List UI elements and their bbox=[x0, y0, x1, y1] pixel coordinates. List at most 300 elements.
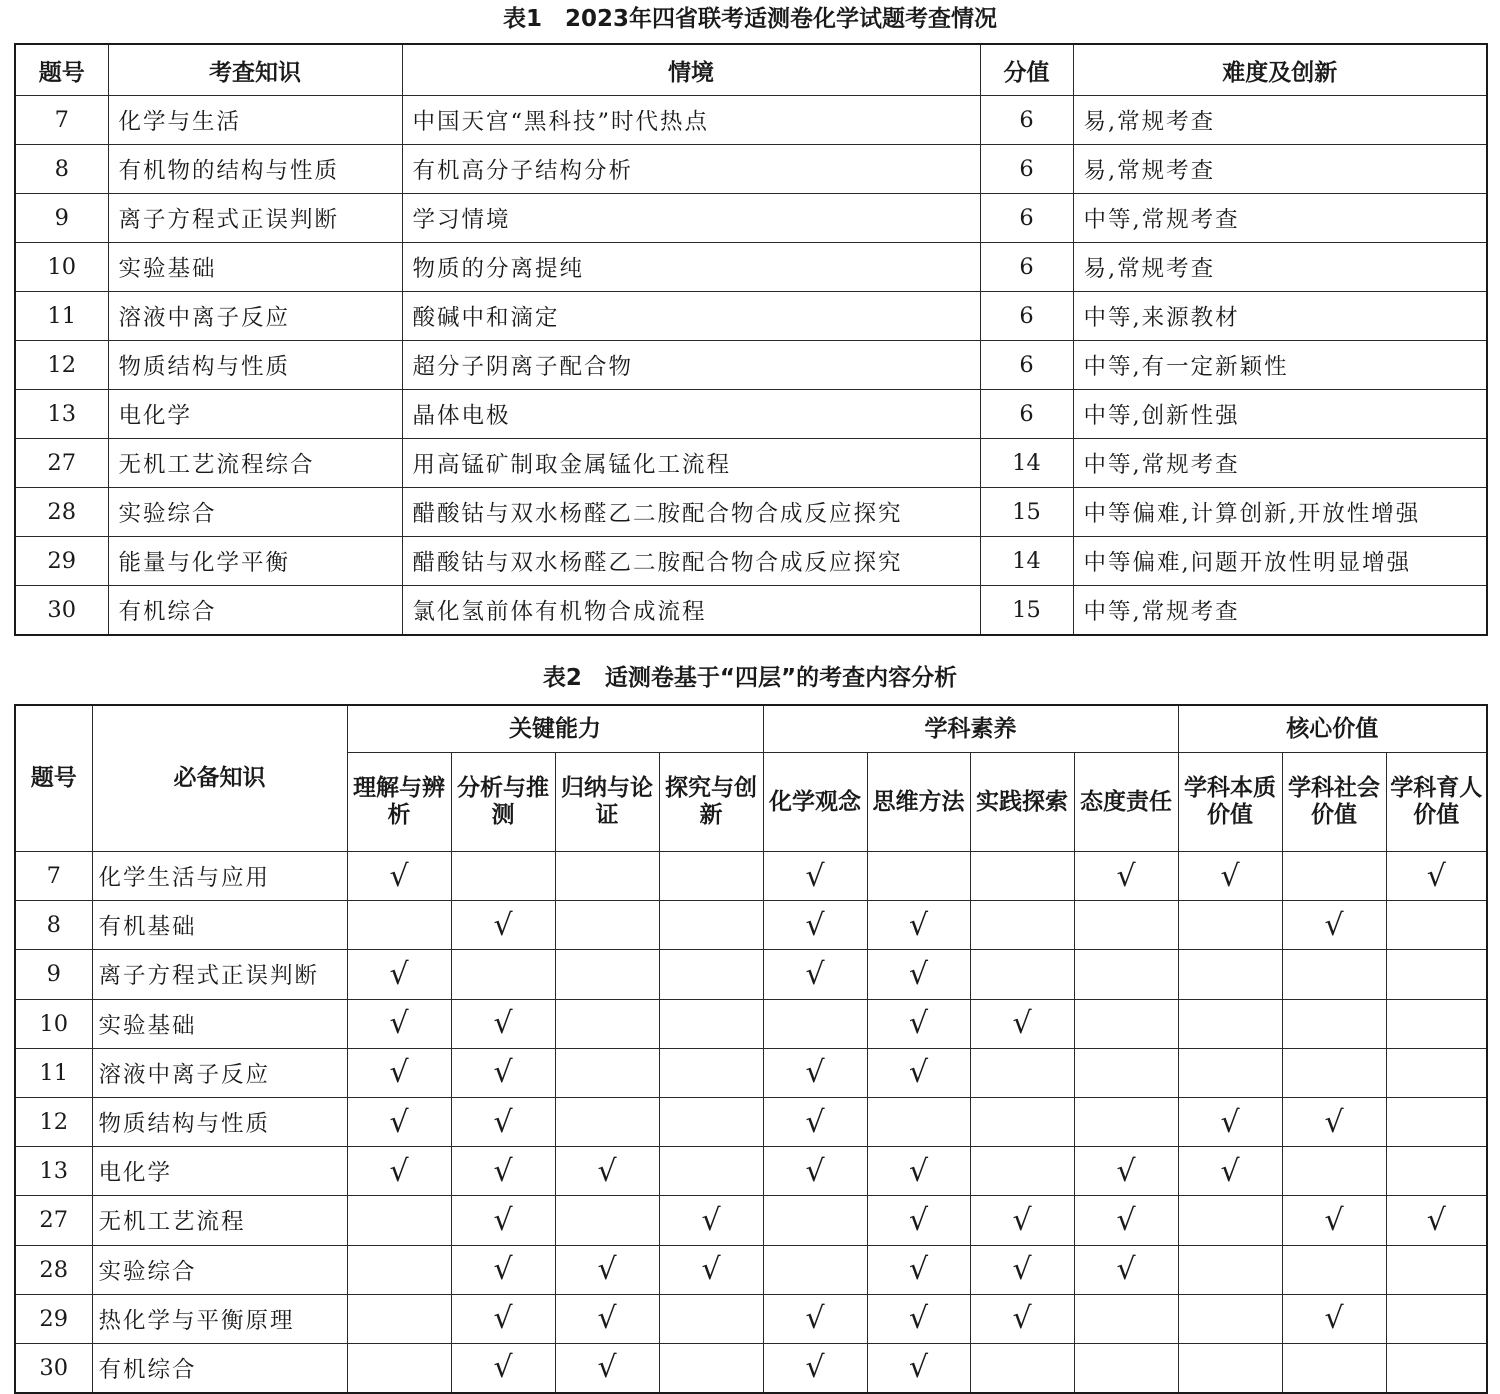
table2-check-cell bbox=[763, 1343, 867, 1393]
table2-subheader: 分析与推测 bbox=[451, 753, 555, 852]
table2-cell-num: 8 bbox=[15, 901, 92, 950]
check-mark-icon: √ bbox=[597, 1153, 617, 1189]
table1-cell-difficulty: 中等,常规考查 bbox=[1073, 586, 1487, 636]
table1-cell-knowledge: 有机综合 bbox=[108, 586, 402, 636]
table2-check-cell bbox=[451, 1294, 555, 1343]
table2-check-cell bbox=[970, 901, 1074, 950]
table2-subheader: 思维方法 bbox=[867, 753, 970, 852]
table1-header-context: 情境 bbox=[402, 44, 980, 96]
table2-check-cell bbox=[347, 950, 451, 999]
table2-check-cell bbox=[1178, 1245, 1282, 1294]
check-mark-icon: √ bbox=[1116, 1153, 1136, 1189]
check-mark-icon: √ bbox=[1220, 858, 1240, 894]
check-mark-icon: √ bbox=[389, 1104, 409, 1140]
table2-check-cell bbox=[1282, 1048, 1386, 1097]
check-mark-icon: √ bbox=[1426, 858, 1446, 894]
table1-cell-num: 10 bbox=[15, 243, 108, 292]
table1-cell-num: 11 bbox=[15, 292, 108, 341]
check-mark-icon: √ bbox=[493, 1006, 513, 1042]
table2-check-cell bbox=[1178, 1048, 1282, 1097]
table1-row bbox=[15, 488, 1487, 537]
check-mark-icon: √ bbox=[701, 1202, 721, 1238]
table2-group-key-ability: 关键能力 bbox=[347, 705, 763, 753]
table1-cell-difficulty: 中等,来源教材 bbox=[1073, 292, 1487, 341]
table2-row bbox=[15, 901, 1487, 950]
table2-check-cell bbox=[867, 950, 970, 999]
table1-cell-context: 酸碱中和滴定 bbox=[402, 292, 980, 341]
table2-check-cell bbox=[867, 1245, 970, 1294]
table1-header-row bbox=[15, 44, 1487, 96]
table1-cell-knowledge: 物质结构与性质 bbox=[108, 341, 402, 390]
table2-check-cell bbox=[659, 999, 763, 1048]
table2-check-cell bbox=[451, 901, 555, 950]
table2-check-cell bbox=[867, 1294, 970, 1343]
table2-cell-num: 11 bbox=[15, 1048, 92, 1097]
table1-header-knowledge: 考查知识 bbox=[108, 44, 402, 96]
table2-check-cell bbox=[1386, 1343, 1487, 1393]
table1-row bbox=[15, 194, 1487, 243]
table1-cell-num: 27 bbox=[15, 439, 108, 488]
table1-row bbox=[15, 586, 1487, 636]
table2-check-cell bbox=[1282, 1097, 1386, 1146]
table2-check-cell bbox=[555, 1294, 659, 1343]
table1-cell-score: 6 bbox=[980, 194, 1073, 243]
table2-cell-num: 13 bbox=[15, 1147, 92, 1196]
table2-check-cell bbox=[451, 1343, 555, 1393]
table2-cell-knowledge: 溶液中离子反应 bbox=[92, 1048, 347, 1097]
table2-check-cell bbox=[555, 1343, 659, 1393]
table2-check-cell bbox=[1282, 999, 1386, 1048]
table2-check-cell bbox=[1074, 1048, 1178, 1097]
table1-cell-num: 30 bbox=[15, 586, 108, 636]
table1-cell-num: 9 bbox=[15, 194, 108, 243]
check-mark-icon: √ bbox=[805, 1055, 825, 1091]
table2-check-cell bbox=[763, 1048, 867, 1097]
table2-check-cell bbox=[347, 1097, 451, 1146]
table2-check-cell bbox=[1074, 1343, 1178, 1393]
check-mark-icon: √ bbox=[493, 1202, 513, 1238]
table2-check-cell bbox=[659, 1343, 763, 1393]
table2-check-cell bbox=[555, 852, 659, 901]
check-mark-icon: √ bbox=[805, 1350, 825, 1386]
table2-check-cell bbox=[1178, 1196, 1282, 1245]
table1-cell-score: 6 bbox=[980, 341, 1073, 390]
table1-cell-score: 15 bbox=[980, 488, 1073, 537]
table2-check-cell bbox=[1386, 1245, 1487, 1294]
table2-check-cell bbox=[763, 1196, 867, 1245]
table2-group-core-value: 核心价值 bbox=[1178, 705, 1487, 753]
table1-cell-difficulty: 易,常规考查 bbox=[1073, 96, 1487, 145]
check-mark-icon: √ bbox=[805, 1104, 825, 1140]
table1-cell-score: 14 bbox=[980, 439, 1073, 488]
table2-check-cell bbox=[659, 1196, 763, 1245]
check-mark-icon: √ bbox=[805, 1153, 825, 1189]
table2-check-cell bbox=[1386, 1294, 1487, 1343]
table2-check-cell bbox=[763, 852, 867, 901]
check-mark-icon: √ bbox=[597, 1301, 617, 1337]
table1-cell-difficulty: 易,常规考查 bbox=[1073, 243, 1487, 292]
table2-cell-knowledge: 物质结构与性质 bbox=[92, 1097, 347, 1146]
table2-check-cell bbox=[347, 852, 451, 901]
table2-check-cell bbox=[1074, 1294, 1178, 1343]
table2-subheader: 实践探索 bbox=[970, 753, 1074, 852]
check-mark-icon: √ bbox=[493, 1252, 513, 1288]
table2-check-cell bbox=[451, 999, 555, 1048]
table2-check-cell bbox=[970, 1196, 1074, 1245]
table2-check-cell bbox=[970, 1245, 1074, 1294]
table2-check-cell bbox=[1178, 950, 1282, 999]
check-mark-icon: √ bbox=[1116, 858, 1136, 894]
check-mark-icon: √ bbox=[908, 1252, 929, 1288]
check-mark-icon: √ bbox=[493, 1301, 513, 1337]
table2-check-cell bbox=[1178, 901, 1282, 950]
table2-check-cell bbox=[1074, 852, 1178, 901]
table1-cell-knowledge: 电化学 bbox=[108, 390, 402, 439]
check-mark-icon: √ bbox=[908, 907, 929, 943]
table2-check-cell bbox=[763, 950, 867, 999]
table1-cell-difficulty: 中等,有一定新颖性 bbox=[1073, 341, 1487, 390]
table2-check-cell bbox=[1074, 1097, 1178, 1146]
table2-check-cell bbox=[451, 1097, 555, 1146]
table2-check-cell bbox=[659, 1245, 763, 1294]
table1-cell-context: 晶体电极 bbox=[402, 390, 980, 439]
table2-check-cell bbox=[347, 1147, 451, 1196]
table1-cell-context: 有机高分子结构分析 bbox=[402, 145, 980, 194]
table1-cell-context: 学习情境 bbox=[402, 194, 980, 243]
table1-cell-knowledge: 溶液中离子反应 bbox=[108, 292, 402, 341]
table2-check-cell bbox=[1282, 950, 1386, 999]
table2-subheader: 化学观念 bbox=[763, 753, 867, 852]
table1-cell-difficulty: 中等,常规考查 bbox=[1073, 194, 1487, 243]
table2-cell-knowledge: 热化学与平衡原理 bbox=[92, 1294, 347, 1343]
table1-cell-score: 6 bbox=[980, 145, 1073, 194]
table2-check-cell bbox=[867, 1196, 970, 1245]
table2-check-cell bbox=[1386, 1097, 1487, 1146]
table2-check-cell bbox=[1178, 1294, 1282, 1343]
table2-check-cell bbox=[867, 1147, 970, 1196]
table2-subheader: 理解与辨析 bbox=[347, 753, 451, 852]
table2-group-row bbox=[15, 705, 1487, 753]
table2-check-cell bbox=[659, 901, 763, 950]
table2-cell-num: 10 bbox=[15, 999, 92, 1048]
table2-check-cell bbox=[347, 1343, 451, 1393]
table2-check-cell bbox=[970, 1343, 1074, 1393]
table2-header-num: 题号 bbox=[15, 705, 92, 852]
table1-cell-num: 13 bbox=[15, 390, 108, 439]
table2-check-cell bbox=[555, 1048, 659, 1097]
table2-check-cell bbox=[763, 1245, 867, 1294]
table2-check-cell bbox=[555, 1147, 659, 1196]
table2-check-cell bbox=[347, 1196, 451, 1245]
table2-cell-knowledge: 实验综合 bbox=[92, 1245, 347, 1294]
table1-row bbox=[15, 439, 1487, 488]
table1-cell-context: 氯化氢前体有机物合成流程 bbox=[402, 586, 980, 636]
table2-check-cell bbox=[970, 1097, 1074, 1146]
table2-check-cell bbox=[659, 950, 763, 999]
table2-row bbox=[15, 1294, 1487, 1343]
table2-cell-knowledge: 离子方程式正误判断 bbox=[92, 950, 347, 999]
table1-row bbox=[15, 145, 1487, 194]
table2-row bbox=[15, 1245, 1487, 1294]
check-mark-icon: √ bbox=[1116, 1252, 1136, 1288]
table2 bbox=[14, 704, 1488, 1394]
table1-cell-score: 6 bbox=[980, 390, 1073, 439]
table2-check-cell bbox=[451, 852, 555, 901]
check-mark-icon: √ bbox=[1012, 1301, 1032, 1337]
table2-cell-num: 30 bbox=[15, 1343, 92, 1393]
table2-subheader: 学科本质价值 bbox=[1178, 753, 1282, 852]
table2-cell-num: 29 bbox=[15, 1294, 92, 1343]
check-mark-icon: √ bbox=[1324, 1301, 1344, 1337]
table2-check-cell bbox=[867, 901, 970, 950]
table1-cell-score: 6 bbox=[980, 243, 1073, 292]
check-mark-icon: √ bbox=[701, 1252, 721, 1288]
table1-cell-difficulty: 中等,创新性强 bbox=[1073, 390, 1487, 439]
check-mark-icon: √ bbox=[389, 1153, 409, 1189]
table2-cell-knowledge: 无机工艺流程 bbox=[92, 1196, 347, 1245]
table2-row bbox=[15, 999, 1487, 1048]
table2-check-cell bbox=[763, 1294, 867, 1343]
check-mark-icon: √ bbox=[805, 858, 825, 894]
check-mark-icon: √ bbox=[908, 1055, 929, 1091]
table2-row bbox=[15, 852, 1487, 901]
table2-check-cell bbox=[1178, 1147, 1282, 1196]
table2-check-cell bbox=[1178, 1097, 1282, 1146]
table2-check-cell bbox=[347, 901, 451, 950]
table2-check-cell bbox=[1074, 1147, 1178, 1196]
table2-check-cell bbox=[1282, 1245, 1386, 1294]
table2-check-cell bbox=[555, 950, 659, 999]
table2-check-cell bbox=[970, 852, 1074, 901]
table1-cell-knowledge: 实验综合 bbox=[108, 488, 402, 537]
table2-check-cell bbox=[1282, 1343, 1386, 1393]
table1-row bbox=[15, 292, 1487, 341]
table2-cell-knowledge: 化学生活与应用 bbox=[92, 852, 347, 901]
check-mark-icon: √ bbox=[597, 1350, 617, 1386]
table2-row bbox=[15, 1147, 1487, 1196]
table2-subheader: 归纳与论证 bbox=[555, 753, 659, 852]
table2-subheader: 态度责任 bbox=[1074, 753, 1178, 852]
table1-cell-difficulty: 易,常规考查 bbox=[1073, 145, 1487, 194]
check-mark-icon: √ bbox=[1324, 907, 1344, 943]
check-mark-icon: √ bbox=[493, 1104, 513, 1140]
table1-cell-num: 28 bbox=[15, 488, 108, 537]
check-mark-icon: √ bbox=[1220, 1153, 1240, 1189]
table2-check-cell bbox=[867, 999, 970, 1048]
table2-check-cell bbox=[763, 1097, 867, 1146]
table2-check-cell bbox=[451, 950, 555, 999]
table2-check-cell bbox=[347, 999, 451, 1048]
table1-row bbox=[15, 96, 1487, 145]
table2-check-cell bbox=[867, 852, 970, 901]
table2-cell-num: 7 bbox=[15, 852, 92, 901]
check-mark-icon: √ bbox=[389, 956, 409, 992]
check-mark-icon: √ bbox=[493, 1350, 513, 1386]
table2-check-cell bbox=[1282, 852, 1386, 901]
table2-check-cell bbox=[970, 1147, 1074, 1196]
table1-row bbox=[15, 341, 1487, 390]
table1-cell-score: 6 bbox=[980, 292, 1073, 341]
table2-check-cell bbox=[970, 1294, 1074, 1343]
table1-cell-knowledge: 有机物的结构与性质 bbox=[108, 145, 402, 194]
check-mark-icon: √ bbox=[908, 1301, 929, 1337]
check-mark-icon: √ bbox=[1220, 1104, 1240, 1140]
table2-check-cell bbox=[1074, 999, 1178, 1048]
table2-cell-num: 28 bbox=[15, 1245, 92, 1294]
table1-row bbox=[15, 390, 1487, 439]
table1-body bbox=[15, 96, 1487, 636]
table2-check-cell bbox=[1386, 999, 1487, 1048]
table1-cell-num: 12 bbox=[15, 341, 108, 390]
check-mark-icon: √ bbox=[493, 1055, 513, 1091]
table2-check-cell bbox=[451, 1196, 555, 1245]
table2-check-cell bbox=[1282, 1147, 1386, 1196]
table2-check-cell bbox=[659, 1294, 763, 1343]
table2-body bbox=[15, 852, 1487, 1394]
table2-check-cell bbox=[555, 1196, 659, 1245]
check-mark-icon: √ bbox=[1324, 1202, 1344, 1238]
table1-cell-score: 14 bbox=[980, 537, 1073, 586]
table2-check-cell bbox=[1178, 852, 1282, 901]
table2-check-cell bbox=[1386, 950, 1487, 999]
table1-header-score: 分值 bbox=[980, 44, 1073, 96]
table2-check-cell bbox=[451, 1147, 555, 1196]
table2-cell-num: 12 bbox=[15, 1097, 92, 1146]
table2-check-cell bbox=[659, 852, 763, 901]
table2-header-knowledge: 必备知识 bbox=[92, 705, 347, 852]
check-mark-icon: √ bbox=[597, 1252, 617, 1288]
check-mark-icon: √ bbox=[1012, 1202, 1032, 1238]
table1-cell-context: 物质的分离提纯 bbox=[402, 243, 980, 292]
check-mark-icon: √ bbox=[908, 956, 929, 992]
table2-check-cell bbox=[867, 1343, 970, 1393]
table2-check-cell bbox=[1282, 1196, 1386, 1245]
table2-check-cell bbox=[970, 950, 1074, 999]
table1-cell-knowledge: 实验基础 bbox=[108, 243, 402, 292]
table2-check-cell bbox=[1178, 999, 1282, 1048]
table2-check-cell bbox=[659, 1048, 763, 1097]
check-mark-icon: √ bbox=[1426, 1202, 1446, 1238]
table2-cell-knowledge: 有机综合 bbox=[92, 1343, 347, 1393]
table1 bbox=[14, 43, 1488, 636]
table2-check-cell bbox=[867, 1097, 970, 1146]
table2-row bbox=[15, 1343, 1487, 1393]
table1-cell-context: 醋酸钴与双水杨醛乙二胺配合物合成反应探究 bbox=[402, 537, 980, 586]
check-mark-icon: √ bbox=[1012, 1006, 1032, 1042]
check-mark-icon: √ bbox=[805, 956, 825, 992]
table1-cell-context: 醋酸钴与双水杨醛乙二胺配合物合成反应探究 bbox=[402, 488, 980, 537]
table2-subheader: 学科育人价值 bbox=[1386, 753, 1487, 852]
table1-cell-context: 中国天宫“黑科技”时代热点 bbox=[402, 96, 980, 145]
table1-cell-knowledge: 能量与化学平衡 bbox=[108, 537, 402, 586]
table2-check-cell bbox=[555, 1245, 659, 1294]
check-mark-icon: √ bbox=[805, 1301, 825, 1337]
table1-cell-difficulty: 中等偏难,问题开放性明显增强 bbox=[1073, 537, 1487, 586]
table1-header-num: 题号 bbox=[15, 44, 108, 96]
table2-caption: 表2 适测卷基于“四层”的考查内容分析 bbox=[542, 665, 958, 691]
table2-cell-num: 9 bbox=[15, 950, 92, 999]
table2-subheader: 学科社会价值 bbox=[1282, 753, 1386, 852]
table2-cell-num: 27 bbox=[15, 1196, 92, 1245]
table1-cell-knowledge: 离子方程式正误判断 bbox=[108, 194, 402, 243]
table2-check-cell bbox=[1074, 1245, 1178, 1294]
check-mark-icon: √ bbox=[908, 1153, 929, 1189]
check-mark-icon: √ bbox=[1116, 1202, 1136, 1238]
check-mark-icon: √ bbox=[908, 1006, 929, 1042]
check-mark-icon: √ bbox=[493, 907, 513, 943]
table2-check-cell bbox=[1386, 1048, 1487, 1097]
table2-row bbox=[15, 950, 1487, 999]
table2-check-cell bbox=[970, 1048, 1074, 1097]
table2-row bbox=[15, 1097, 1487, 1146]
table1-cell-knowledge: 化学与生活 bbox=[108, 96, 402, 145]
table2-check-cell bbox=[867, 1048, 970, 1097]
table1-row bbox=[15, 243, 1487, 292]
table1-row bbox=[15, 537, 1487, 586]
check-mark-icon: √ bbox=[1324, 1104, 1344, 1140]
table1-cell-difficulty: 中等偏难,计算创新,开放性增强 bbox=[1073, 488, 1487, 537]
table1-cell-score: 15 bbox=[980, 586, 1073, 636]
table1-cell-difficulty: 中等,常规考查 bbox=[1073, 439, 1487, 488]
table1-cell-num: 7 bbox=[15, 96, 108, 145]
table2-row bbox=[15, 1048, 1487, 1097]
table1-cell-num: 29 bbox=[15, 537, 108, 586]
table2-cell-knowledge: 电化学 bbox=[92, 1147, 347, 1196]
table2-check-cell bbox=[1178, 1343, 1282, 1393]
check-mark-icon: √ bbox=[389, 858, 409, 894]
table2-check-cell bbox=[347, 1294, 451, 1343]
table1-cell-num: 8 bbox=[15, 145, 108, 194]
table2-check-cell bbox=[451, 1245, 555, 1294]
table2-cell-knowledge: 有机基础 bbox=[92, 901, 347, 950]
check-mark-icon: √ bbox=[389, 1055, 409, 1091]
check-mark-icon: √ bbox=[389, 1006, 409, 1042]
table1-caption: 表1 2023年四省联考适测卷化学试题考查情况 bbox=[502, 6, 998, 32]
table2-check-cell bbox=[1282, 1294, 1386, 1343]
table2-check-cell bbox=[347, 1245, 451, 1294]
table2-check-cell bbox=[659, 1147, 763, 1196]
table2-check-cell bbox=[659, 1097, 763, 1146]
table1-cell-context: 用高锰矿制取金属锰化工流程 bbox=[402, 439, 980, 488]
table2-check-cell bbox=[1386, 1196, 1487, 1245]
check-mark-icon: √ bbox=[1012, 1252, 1032, 1288]
table2-check-cell bbox=[970, 999, 1074, 1048]
table2-check-cell bbox=[763, 1147, 867, 1196]
check-mark-icon: √ bbox=[493, 1153, 513, 1189]
table2-check-cell bbox=[451, 1048, 555, 1097]
check-mark-icon: √ bbox=[908, 1350, 929, 1386]
table2-check-cell bbox=[1386, 901, 1487, 950]
table2-check-cell bbox=[763, 999, 867, 1048]
table2-check-cell bbox=[1386, 852, 1487, 901]
table2-cell-knowledge: 实验基础 bbox=[92, 999, 347, 1048]
check-mark-icon: √ bbox=[908, 1202, 929, 1238]
table1-cell-context: 超分子阴离子配合物 bbox=[402, 341, 980, 390]
table2-check-cell bbox=[1074, 950, 1178, 999]
table2-check-cell bbox=[1282, 901, 1386, 950]
table2-check-cell bbox=[555, 999, 659, 1048]
table2-subheader: 探究与创新 bbox=[659, 753, 763, 852]
table1-header-difficulty: 难度及创新 bbox=[1073, 44, 1487, 96]
table2-check-cell bbox=[347, 1048, 451, 1097]
table2-group-discipline-literacy: 学科素养 bbox=[763, 705, 1178, 753]
check-mark-icon: √ bbox=[805, 907, 825, 943]
table2-check-cell bbox=[1386, 1147, 1487, 1196]
table1-cell-knowledge: 无机工艺流程综合 bbox=[108, 439, 402, 488]
table2-check-cell bbox=[1074, 1196, 1178, 1245]
table2-check-cell bbox=[1074, 901, 1178, 950]
table2-check-cell bbox=[555, 901, 659, 950]
